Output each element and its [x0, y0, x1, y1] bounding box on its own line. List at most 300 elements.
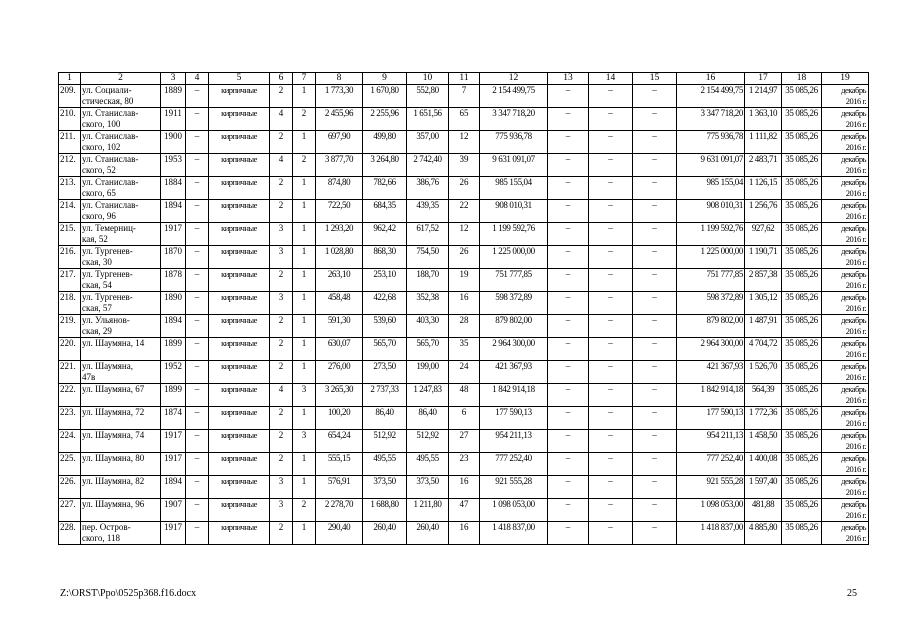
cell-cost-per-sqm: 481,88: [745, 499, 782, 522]
table-row: [59, 407, 869, 430]
cell-max-cost: 35 085,26: [782, 269, 822, 292]
cell-year-built: 1953: [161, 154, 186, 177]
cell-living-area: 253,10: [363, 269, 407, 292]
cell-total-area: 2 278,70: [316, 499, 363, 522]
cell-cost-per-sqm: 4 704,72: [745, 338, 782, 361]
cell-total-cost: 777 252,40: [677, 453, 745, 476]
cell-cost-per-sqm: 1 190,71: [745, 246, 782, 269]
cell-repair-cost: 879 802,00: [480, 315, 548, 338]
cell-col-13: –: [548, 361, 589, 384]
cell-total-cost: 879 802,00: [677, 315, 745, 338]
cell-residents: 39: [449, 154, 480, 177]
cell-floors: 2: [270, 361, 293, 384]
cell-col-13: –: [548, 131, 589, 154]
cell-entrances: 1: [293, 85, 316, 108]
cell-max-cost: 35 085,26: [782, 154, 822, 177]
cell-completion-date: декабрь 2016 г.: [822, 361, 869, 384]
cell-repair-cost: 954 211,13: [480, 430, 548, 453]
cell-repair-cost: 2 154 499,75: [480, 85, 548, 108]
cell-col-14: –: [589, 476, 633, 499]
cell-entrances: 1: [293, 361, 316, 384]
column-header-14: 14: [589, 73, 633, 85]
cell-address: ул. Шаумяна, 47в: [81, 361, 161, 384]
cell-cost-per-sqm: 2 483,71: [745, 154, 782, 177]
cell-completion-date: декабрь 2016 г.: [822, 154, 869, 177]
cell-residential-area: 386,76: [407, 177, 449, 200]
cell-col-15: –: [633, 223, 677, 246]
cell-address: ул. Темерниц- кая, 52: [81, 223, 161, 246]
cell-col-14: –: [589, 361, 633, 384]
column-header-10: 10: [407, 73, 449, 85]
cell-completion-date: декабрь 2016 г.: [822, 131, 869, 154]
cell-address: ул. Станислав- ского, 100: [81, 108, 161, 131]
cell-row-number: 220.: [59, 338, 81, 361]
cell-col-13: –: [548, 200, 589, 223]
cell-cost-per-sqm: 1 772,36: [745, 407, 782, 430]
cell-col-13: –: [548, 384, 589, 407]
cell-row-number: 225.: [59, 453, 81, 476]
cell-row-number: 218.: [59, 292, 81, 315]
cell-residents: 12: [449, 223, 480, 246]
column-header-3: 3: [161, 73, 186, 85]
cell-residents: 65: [449, 108, 480, 131]
cell-wall-material: кирпичные: [209, 499, 270, 522]
cell-floors: 2: [270, 315, 293, 338]
cell-total-cost: 2 964 300,00: [677, 338, 745, 361]
footer-file-path: Z:\ORST\Ppo\0525p368.f16.docx: [60, 588, 197, 599]
cell-living-area: 86,40: [363, 407, 407, 430]
cell-col-4: –: [186, 476, 209, 499]
column-header-9: 9: [363, 73, 407, 85]
cell-floors: 2: [270, 200, 293, 223]
cell-wall-material: кирпичные: [209, 200, 270, 223]
cell-col-14: –: [589, 499, 633, 522]
cell-address: ул. Шаумяна, 74: [81, 430, 161, 453]
cell-entrances: 1: [293, 131, 316, 154]
cell-col-14: –: [589, 430, 633, 453]
cell-repair-cost: 421 367,93: [480, 361, 548, 384]
cell-cost-per-sqm: 1 597,40: [745, 476, 782, 499]
cell-col-4: –: [186, 361, 209, 384]
cell-wall-material: кирпичные: [209, 315, 270, 338]
cell-year-built: 1889: [161, 85, 186, 108]
cell-col-15: –: [633, 476, 677, 499]
cell-col-4: –: [186, 453, 209, 476]
cell-col-13: –: [548, 292, 589, 315]
housing-register-table: [58, 72, 869, 545]
cell-total-area: 290,40: [316, 522, 363, 545]
cell-completion-date: декабрь 2016 г.: [822, 499, 869, 522]
cell-total-area: 697,90: [316, 131, 363, 154]
cell-completion-date: декабрь 2016 г.: [822, 200, 869, 223]
cell-address: ул. Тургенев- ская, 57: [81, 292, 161, 315]
cell-col-13: –: [548, 315, 589, 338]
cell-row-number: 209.: [59, 85, 81, 108]
cell-col-15: –: [633, 154, 677, 177]
cell-max-cost: 35 085,26: [782, 522, 822, 545]
cell-row-number: 211.: [59, 131, 81, 154]
cell-residents: 16: [449, 476, 480, 499]
cell-total-area: 458,48: [316, 292, 363, 315]
cell-col-4: –: [186, 430, 209, 453]
cell-col-14: –: [589, 269, 633, 292]
cell-year-built: 1900: [161, 131, 186, 154]
cell-total-cost: 1 098 053,00: [677, 499, 745, 522]
cell-col-4: –: [186, 407, 209, 430]
cell-wall-material: кирпичные: [209, 476, 270, 499]
cell-entrances: 1: [293, 177, 316, 200]
cell-max-cost: 35 085,26: [782, 315, 822, 338]
cell-floors: 4: [270, 384, 293, 407]
cell-col-13: –: [548, 499, 589, 522]
cell-total-area: 1 028,80: [316, 246, 363, 269]
cell-col-13: –: [548, 246, 589, 269]
cell-col-14: –: [589, 338, 633, 361]
cell-living-area: 2 737,33: [363, 384, 407, 407]
table-row: [59, 315, 869, 338]
cell-total-area: 1 773,30: [316, 85, 363, 108]
cell-col-14: –: [589, 453, 633, 476]
column-header-11: 11: [449, 73, 480, 85]
cell-living-area: 499,80: [363, 131, 407, 154]
cell-max-cost: 35 085,26: [782, 200, 822, 223]
cell-floors: 2: [270, 269, 293, 292]
cell-col-13: –: [548, 269, 589, 292]
cell-address: ул. Шаумяна, 82: [81, 476, 161, 499]
cell-col-14: –: [589, 131, 633, 154]
cell-row-number: 213.: [59, 177, 81, 200]
cell-residential-area: 1 211,80: [407, 499, 449, 522]
cell-living-area: 422,68: [363, 292, 407, 315]
cell-col-14: –: [589, 154, 633, 177]
table-row: [59, 499, 869, 522]
cell-floors: 2: [270, 522, 293, 545]
cell-year-built: 1878: [161, 269, 186, 292]
column-header-13: 13: [548, 73, 589, 85]
cell-col-13: –: [548, 476, 589, 499]
cell-row-number: 217.: [59, 269, 81, 292]
cell-total-area: 555,15: [316, 453, 363, 476]
cell-residential-area: 617,52: [407, 223, 449, 246]
cell-address: ул. Ульянов- ская, 29: [81, 315, 161, 338]
column-header-16: 16: [677, 73, 745, 85]
cell-year-built: 1952: [161, 361, 186, 384]
cell-wall-material: кирпичные: [209, 453, 270, 476]
column-header-7: 7: [293, 73, 316, 85]
cell-residential-area: 512,92: [407, 430, 449, 453]
cell-col-13: –: [548, 177, 589, 200]
cell-living-area: 684,35: [363, 200, 407, 223]
cell-floors: 2: [270, 85, 293, 108]
cell-max-cost: 35 085,26: [782, 384, 822, 407]
cell-cost-per-sqm: 1 400,08: [745, 453, 782, 476]
cell-entrances: 1: [293, 407, 316, 430]
cell-floors: 2: [270, 338, 293, 361]
cell-col-15: –: [633, 430, 677, 453]
cell-living-area: 1 670,80: [363, 85, 407, 108]
cell-cost-per-sqm: 2 857,38: [745, 269, 782, 292]
cell-residents: 22: [449, 200, 480, 223]
cell-completion-date: декабрь 2016 г.: [822, 407, 869, 430]
cell-col-4: –: [186, 338, 209, 361]
cell-floors: 2: [270, 453, 293, 476]
cell-wall-material: кирпичные: [209, 384, 270, 407]
cell-residents: 27: [449, 430, 480, 453]
table-row: [59, 453, 869, 476]
cell-wall-material: кирпичные: [209, 522, 270, 545]
cell-col-14: –: [589, 177, 633, 200]
cell-repair-cost: 908 010,31: [480, 200, 548, 223]
cell-row-number: 214.: [59, 200, 81, 223]
cell-cost-per-sqm: 1 458,50: [745, 430, 782, 453]
cell-entrances: 1: [293, 453, 316, 476]
cell-cost-per-sqm: 1 111,82: [745, 131, 782, 154]
cell-max-cost: 35 085,26: [782, 246, 822, 269]
cell-col-13: –: [548, 108, 589, 131]
cell-col-15: –: [633, 246, 677, 269]
register-sheet: [58, 72, 868, 545]
cell-floors: 3: [270, 223, 293, 246]
cell-col-13: –: [548, 430, 589, 453]
cell-floors: 3: [270, 292, 293, 315]
cell-residential-area: 86,40: [407, 407, 449, 430]
cell-completion-date: декабрь 2016 г.: [822, 522, 869, 545]
cell-living-area: 868,30: [363, 246, 407, 269]
column-header-18: 18: [782, 73, 822, 85]
cell-year-built: 1917: [161, 453, 186, 476]
cell-entrances: 2: [293, 108, 316, 131]
cell-total-cost: 421 367,93: [677, 361, 745, 384]
table-row: [59, 85, 869, 108]
cell-year-built: 1907: [161, 499, 186, 522]
cell-completion-date: декабрь 2016 г.: [822, 246, 869, 269]
cell-residents: 7: [449, 85, 480, 108]
cell-cost-per-sqm: 1 487,91: [745, 315, 782, 338]
cell-wall-material: кирпичные: [209, 108, 270, 131]
cell-col-4: –: [186, 200, 209, 223]
cell-address: ул. Станислав- ского, 65: [81, 177, 161, 200]
cell-living-area: 2 255,96: [363, 108, 407, 131]
table-row: [59, 131, 869, 154]
cell-repair-cost: 1 225 000,00: [480, 246, 548, 269]
cell-col-4: –: [186, 246, 209, 269]
cell-wall-material: кирпичные: [209, 269, 270, 292]
cell-col-14: –: [589, 407, 633, 430]
cell-residential-area: 552,80: [407, 85, 449, 108]
cell-total-cost: 1 199 592,76: [677, 223, 745, 246]
cell-entrances: 1: [293, 223, 316, 246]
cell-completion-date: декабрь 2016 г.: [822, 338, 869, 361]
cell-total-cost: 751 777,85: [677, 269, 745, 292]
cell-cost-per-sqm: 1 363,10: [745, 108, 782, 131]
cell-address: ул. Станислав- ского, 102: [81, 131, 161, 154]
table-row: [59, 361, 869, 384]
cell-max-cost: 35 085,26: [782, 407, 822, 430]
cell-residential-area: 565,70: [407, 338, 449, 361]
column-header-6: 6: [270, 73, 293, 85]
cell-address: ул. Шаумяна, 67: [81, 384, 161, 407]
cell-row-number: 216.: [59, 246, 81, 269]
cell-repair-cost: 9 631 091,07: [480, 154, 548, 177]
cell-repair-cost: 3 347 718,20: [480, 108, 548, 131]
cell-col-15: –: [633, 499, 677, 522]
cell-entrances: 1: [293, 269, 316, 292]
cell-address: ул. Шаумяна, 72: [81, 407, 161, 430]
cell-col-4: –: [186, 315, 209, 338]
column-number-header-row: [59, 73, 869, 85]
cell-col-15: –: [633, 522, 677, 545]
cell-floors: 2: [270, 131, 293, 154]
cell-col-14: –: [589, 200, 633, 223]
cell-year-built: 1917: [161, 223, 186, 246]
cell-residential-area: 188,70: [407, 269, 449, 292]
column-header-4: 4: [186, 73, 209, 85]
cell-max-cost: 35 085,26: [782, 292, 822, 315]
cell-completion-date: декабрь 2016 г.: [822, 223, 869, 246]
cell-col-4: –: [186, 131, 209, 154]
cell-cost-per-sqm: 4 885,80: [745, 522, 782, 545]
cell-entrances: 1: [293, 292, 316, 315]
page-footer: [58, 588, 863, 602]
cell-residential-area: 1 651,56: [407, 108, 449, 131]
cell-total-cost: 177 590,13: [677, 407, 745, 430]
cell-max-cost: 35 085,26: [782, 476, 822, 499]
cell-max-cost: 35 085,26: [782, 499, 822, 522]
cell-row-number: 221.: [59, 361, 81, 384]
table-row: [59, 292, 869, 315]
cell-max-cost: 35 085,26: [782, 430, 822, 453]
cell-address: ул. Шаумяна, 96: [81, 499, 161, 522]
table-row: [59, 522, 869, 545]
cell-col-15: –: [633, 338, 677, 361]
cell-row-number: 212.: [59, 154, 81, 177]
cell-total-area: 1 293,20: [316, 223, 363, 246]
cell-col-15: –: [633, 315, 677, 338]
cell-total-area: 3 877,70: [316, 154, 363, 177]
footer-page-number: 25: [847, 588, 857, 599]
cell-row-number: 222.: [59, 384, 81, 407]
cell-completion-date: декабрь 2016 г.: [822, 177, 869, 200]
cell-cost-per-sqm: 1 526,70: [745, 361, 782, 384]
cell-total-cost: 1 418 837,00: [677, 522, 745, 545]
cell-max-cost: 35 085,26: [782, 177, 822, 200]
column-header-2: 2: [81, 73, 161, 85]
cell-total-cost: 908 010,31: [677, 200, 745, 223]
cell-completion-date: декабрь 2016 г.: [822, 384, 869, 407]
cell-wall-material: кирпичные: [209, 246, 270, 269]
cell-year-built: 1890: [161, 292, 186, 315]
cell-entrances: 1: [293, 522, 316, 545]
cell-col-15: –: [633, 453, 677, 476]
cell-col-13: –: [548, 154, 589, 177]
cell-residents: 48: [449, 384, 480, 407]
column-header-1: 1: [59, 73, 81, 85]
cell-year-built: 1911: [161, 108, 186, 131]
column-header-19: 19: [822, 73, 869, 85]
cell-entrances: 2: [293, 154, 316, 177]
cell-repair-cost: 1 098 053,00: [480, 499, 548, 522]
cell-total-cost: 598 372,89: [677, 292, 745, 315]
cell-max-cost: 35 085,26: [782, 453, 822, 476]
cell-total-area: 100,20: [316, 407, 363, 430]
cell-year-built: 1894: [161, 200, 186, 223]
cell-entrances: 1: [293, 246, 316, 269]
cell-wall-material: кирпичные: [209, 430, 270, 453]
table-row: [59, 177, 869, 200]
cell-residential-area: 357,00: [407, 131, 449, 154]
cell-floors: 3: [270, 499, 293, 522]
cell-year-built: 1899: [161, 338, 186, 361]
cell-repair-cost: 775 936,78: [480, 131, 548, 154]
cell-col-15: –: [633, 269, 677, 292]
cell-total-area: 263,10: [316, 269, 363, 292]
cell-total-cost: 2 154 499,75: [677, 85, 745, 108]
cell-total-area: 722,50: [316, 200, 363, 223]
cell-entrances: 1: [293, 476, 316, 499]
cell-col-13: –: [548, 453, 589, 476]
cell-repair-cost: 1 199 592,76: [480, 223, 548, 246]
cell-wall-material: кирпичные: [209, 154, 270, 177]
cell-col-14: –: [589, 108, 633, 131]
cell-living-area: 373,50: [363, 476, 407, 499]
cell-col-4: –: [186, 384, 209, 407]
cell-row-number: 227.: [59, 499, 81, 522]
cell-col-4: –: [186, 85, 209, 108]
cell-row-number: 224.: [59, 430, 81, 453]
cell-col-13: –: [548, 522, 589, 545]
cell-year-built: 1894: [161, 315, 186, 338]
cell-col-15: –: [633, 384, 677, 407]
cell-residents: 28: [449, 315, 480, 338]
table-row: [59, 223, 869, 246]
cell-max-cost: 35 085,26: [782, 131, 822, 154]
cell-row-number: 219.: [59, 315, 81, 338]
cell-max-cost: 35 085,26: [782, 85, 822, 108]
cell-floors: 4: [270, 154, 293, 177]
cell-year-built: 1884: [161, 177, 186, 200]
cell-total-area: 874,80: [316, 177, 363, 200]
cell-repair-cost: 1 418 837,00: [480, 522, 548, 545]
cell-total-area: 2 455,96: [316, 108, 363, 131]
cell-max-cost: 35 085,26: [782, 361, 822, 384]
cell-entrances: 3: [293, 384, 316, 407]
cell-entrances: 3: [293, 430, 316, 453]
cell-year-built: 1917: [161, 522, 186, 545]
cell-total-cost: 9 631 091,07: [677, 154, 745, 177]
cell-wall-material: кирпичные: [209, 338, 270, 361]
cell-floors: 3: [270, 476, 293, 499]
cell-total-area: 630,07: [316, 338, 363, 361]
column-header-17: 17: [745, 73, 782, 85]
cell-residential-area: 754,50: [407, 246, 449, 269]
cell-repair-cost: 921 555,28: [480, 476, 548, 499]
cell-floors: 2: [270, 407, 293, 430]
cell-total-cost: 3 347 718,20: [677, 108, 745, 131]
cell-residential-area: 373,50: [407, 476, 449, 499]
cell-col-15: –: [633, 177, 677, 200]
cell-address: пер. Остров- ского, 118: [81, 522, 161, 545]
cell-address: ул. Тургенев- ская, 54: [81, 269, 161, 292]
cell-col-4: –: [186, 177, 209, 200]
cell-col-14: –: [589, 85, 633, 108]
cell-repair-cost: 777 252,40: [480, 453, 548, 476]
cell-wall-material: кирпичные: [209, 131, 270, 154]
table-row: [59, 154, 869, 177]
cell-residents: 35: [449, 338, 480, 361]
table-row: [59, 338, 869, 361]
cell-wall-material: кирпичные: [209, 292, 270, 315]
cell-col-13: –: [548, 407, 589, 430]
